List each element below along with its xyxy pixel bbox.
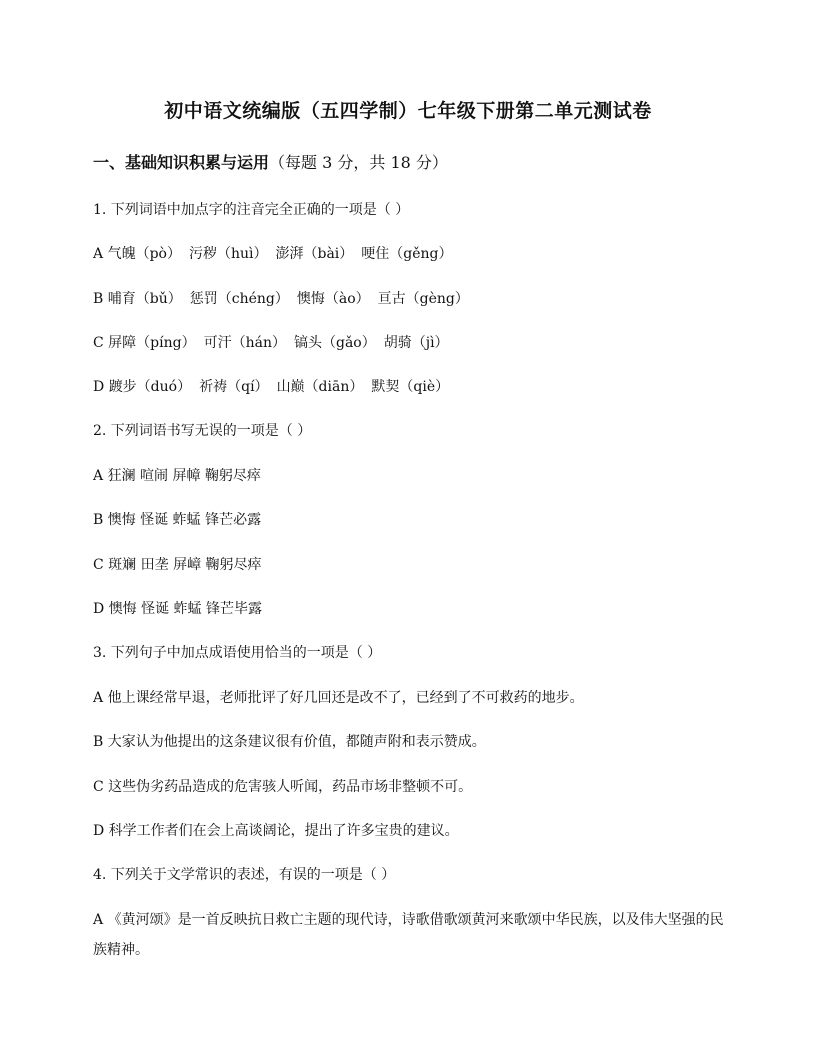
- question-2-option-b: [93, 507, 733, 533]
- option-text: 这些伪劣药品造成的危害骇人听闻，药品市场非整顿不可。: [108, 779, 473, 795]
- section-heading-text: 一、基础知识积累与运用: [93, 153, 270, 172]
- question-2-option-a: [93, 463, 733, 489]
- document-title: 初中语文统编版（五四学制）七年级下册第二单元测试卷: [164, 100, 652, 122]
- section-score-note: （每题 3 分，共 18 分）: [269, 153, 448, 172]
- option-item: 污秽（huì）: [188, 246, 268, 262]
- option-text: 科学工作者们在会上高谈阔论，提出了许多宝贵的建议。: [108, 823, 459, 839]
- section-heading: [93, 150, 448, 173]
- option-text: 懊悔 怪诞 蚱蜢 锋芒必露: [107, 512, 262, 528]
- option-letter: B: [93, 291, 104, 307]
- question-3-option-a: [93, 685, 733, 711]
- option-letter: D: [93, 379, 105, 395]
- option-letter: D: [93, 823, 105, 839]
- option-item: 哺育（bǔ）: [107, 291, 182, 307]
- option-text: 懊悔 怪诞 蚱蜢 锋芒毕露: [108, 601, 263, 617]
- option-text: 他上课经常早退，老师批评了好几回还是改不了，已经到了不可救药的地步。: [107, 690, 584, 706]
- question-2-option-c: [93, 552, 733, 578]
- option-letter: B: [93, 512, 104, 528]
- question-2-stem: 2. 下列词语书写无误的一项是（ ）: [93, 423, 312, 439]
- option-letter: C: [93, 335, 104, 351]
- question-3-option-c: [93, 774, 733, 800]
- option-letter: A: [93, 912, 104, 928]
- option-item: 气魄（pò）: [107, 246, 181, 262]
- option-letter: C: [93, 557, 104, 573]
- option-item: 亘古（gèng）: [377, 291, 469, 307]
- question-1-option-b: [93, 286, 733, 312]
- question-3-stem: 3. 下列句子中加点成语使用恰当的一项是（ ）: [93, 645, 382, 661]
- option-item: 懊悔（ào）: [296, 291, 370, 307]
- question-1-option-c: [93, 330, 733, 356]
- option-text: 大家认为他提出的这条建议很有价值，都随声附和表示赞成。: [107, 734, 486, 750]
- option-item: 惩罚（chéng）: [189, 291, 289, 307]
- question-1-option-a: [93, 241, 733, 267]
- question-4-stem: 4. 下列关于文学常识的表述，有误的一项是（ ）: [93, 867, 396, 883]
- question-1-stem: 1. 下列词语中加点字的注音完全正确的一项是（ ）: [93, 202, 410, 218]
- option-letter: C: [93, 779, 104, 795]
- option-item: 可汗（hán）: [203, 335, 286, 351]
- option-letter: A: [93, 246, 104, 262]
- option-item: 山巅（diān）: [276, 379, 364, 395]
- option-item: 祈祷（qí）: [199, 379, 269, 395]
- option-letter: D: [93, 601, 105, 617]
- option-text: 斑斓 田垄 屏嶂 鞠躬尽瘁: [108, 557, 262, 573]
- option-item: 胡骑（jì）: [383, 335, 449, 351]
- option-item: 镐头（gǎo）: [293, 335, 376, 351]
- option-text: 《黄河颂》是一首反映抗日救亡主题的现代诗，诗歌借歌颂黄河来歌颂中华民族，以及伟大坚强的民族精神。: [93, 912, 724, 958]
- option-text: 狂澜 喧闹 屏幛 鞠躬尽瘁: [107, 468, 261, 484]
- question-1-option-d: [93, 374, 733, 400]
- option-item: 默契（qiè）: [371, 379, 450, 395]
- option-item: 踱步（duó）: [108, 379, 192, 395]
- option-item: 澎湃（bài）: [275, 246, 354, 262]
- option-letter: B: [93, 734, 104, 750]
- option-letter: A: [93, 468, 104, 484]
- option-item: 屏障（píng）: [108, 335, 196, 351]
- option-item: 哽住（gěng）: [361, 246, 453, 262]
- question-4-option-a: [93, 905, 733, 965]
- option-letter: A: [93, 690, 104, 706]
- question-3-option-d: [93, 818, 733, 844]
- question-3-option-b: [93, 729, 733, 755]
- question-2-option-d: [93, 596, 733, 622]
